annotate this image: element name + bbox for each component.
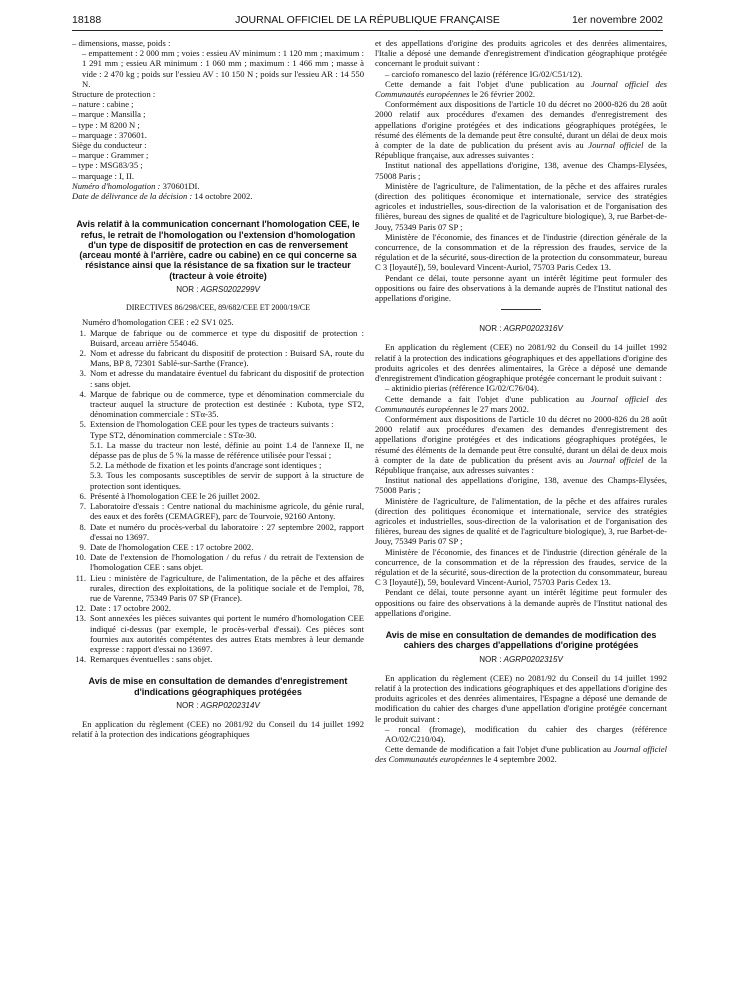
homologation-cee: Numéro d'homologation CEE : e2 SV1 025. (82, 317, 234, 328)
list-item: 9. Date de l'homologation CEE : 17 octobre 2002. (79, 541, 254, 552)
address: Institut national des appellations d'origine, 138, avenue des Champs-Elysées, 75008 Paris ; (375, 475, 667, 496)
delivery-date: Date de délivrance de la décision : 14 octobre 2002. (72, 191, 253, 202)
list-item: 11. Lieu : ministère de l'agriculture, de l'alimentation, de la pêche et des affaires rurales, direction des exploitations, de la politique sociale et de l'emploi, 78, rue de Varenne, 75349 Paris 07 SP (France). (75, 572, 364, 603)
paragraph: Cette demande a fait l'objet d'une publication au Journal officiel des Communautés européennes le 26 février 2002. (375, 78, 667, 100)
issue-date: 1er novembre 2002 (571, 14, 663, 26)
nor-reference: NOR : AGRP0202314V (176, 700, 260, 710)
right-column (375, 38, 667, 988)
section-title: Avis de mise en consultation de demandes d'enregistrement d'indications géographiques protégées (88, 676, 348, 697)
intro-line: Siège du conducteur : (72, 140, 147, 151)
paragraph: Cette demande de modification a fait l'objet d'une publication au Journal officiel des Communautés européennes le 4 septembre 2002. (375, 744, 667, 765)
header-rule (72, 30, 663, 31)
nor-reference: NOR : AGRP0202316V (479, 324, 563, 334)
intro-line: – marque : Mansilla ; (72, 109, 146, 120)
list-item: 10. Date de l'extension de l'homologation / du refus / du retrait de l'extension de l'homologation CEE : sans objet. (75, 552, 364, 573)
list-item: 3. Nom et adresse du mandataire éventuel du fabricant du dispositif de protection : sans objet. (79, 368, 364, 389)
intro-line: – type : MSG83/35 ; (72, 160, 143, 171)
list-item: 2. Nom et adresse du fabricant du dispositif de protection : Buisard SA, route du Mans, BP 8, 72301 Sablé-sur-Sarthe (France). (79, 348, 364, 369)
paragraph: En application du règlement (CEE) no 2081/92 du Conseil du 14 juillet 1992 relatif à la protection des indications géographiques et des appellations d'origine des produits agricoles et des denrées alimentaires, l'Espagne a déposé une demande de modification du cahier des charges d'une appellation d'origine protégée concernant le produit suivant : (375, 672, 667, 724)
address: Ministère de l'économie, des finances et de l'industrie (direction générale de la concurrence, de la consommation et de la répression des fraudes, service de la régulation et de la sécurité, sous-direction de la protection du consommateur, bureau C 3 [loyauté]), 59, boulevard Vincent-Auriol, 75703 Paris Cedex 13. (375, 546, 667, 588)
address: Ministère de l'agriculture, de l'alimentation, de la pêche et des affaires rurales (direction des politiques économique et internationale, service des stratégies agricoles et industrielles, sous-direction de la valorisation et de l'organisation des filières, bureau des signes de qualité et de l'agriculture biologique), 3, rue Barbet-de-Jouy, 75349 Paris 07 SP ; (375, 180, 667, 232)
section-title: Avis relatif à la communication concernant l'homologation CEE, le refus, le retrait de l'homologation ou l'extension d'homologation d'un type de dispositif de protection en cas de renversement (arceau monté à l'arrière, cadre ou cabine) en ce qui concerne sa résistance ainsi que la résistance de sa fixation sur le tracteur (tracteur à voie étroite) (76, 219, 360, 281)
paragraph: Conformément aux dispositions de l'article 10 du décret no 2000-826 du 28 août 2000 relatif aux procédures d'examen des demandes d'enregistrement des appellations d'origine protégées et des indications géographiques protégées, le résumé des éléments de la demande peut être consulté, durant un délai de deux mois à compter de la date de publication du présent avis au Journal officiel de la République française, aux adresses suivantes : (375, 413, 667, 475)
list-item: 14. Remarques éventuelles : sans objet. (75, 654, 213, 665)
intro-line: Structure de protection : (72, 89, 156, 100)
homologation-number: Numéro d'homologation : 370601DI. (72, 180, 200, 191)
journal-title: JOURNAL OFFICIEL DE LA RÉPUBLIQUE FRANÇAISE (235, 14, 500, 26)
nor-reference: NOR : AGRS0202299V (176, 285, 260, 295)
address: Ministère de l'économie, des finances et de l'industrie (direction générale de la concurrence, de la consommation et de la répression des fraudes, service de la régulation et de la sécurité, sous-direction de la protection du consommateur, bureau C 3 [loyauté]), 59, boulevard Vincent-Auriol, 75703 Paris Cedex 13. (375, 231, 667, 273)
paragraph: Cette demande a fait l'objet d'une publication au Journal officiel des Communautés européennes le 27 mars 2002. (375, 393, 667, 414)
sub-item: 5.2. La méthode de fixation et les points d'ancrage sont identiques ; (90, 460, 322, 471)
address: Institut national des appellations d'origine, 138, avenue des Champs-Elysées, 75008 Paris ; (375, 160, 667, 181)
list-item: 1. Marque de fabrique ou de commerce et type du dispositif de protection : Buisard, arceau arrière 554046. (79, 327, 364, 348)
intro-line: – type : M 8200 N ; (72, 119, 140, 130)
list-item: 5. Extension de l'homologation CEE pour les types de tracteurs suivants : (79, 419, 334, 430)
intro-line: – marquage : 370601. (72, 129, 147, 140)
list-item: 4. Marque de fabrique ou de commerce, type et dénomination commerciale du tracteur auquel la structure de protection est destinée : Kubota, type ST2, dénomination commerciale : STα-35. (79, 388, 364, 420)
page-number: 18188 (72, 14, 102, 26)
paragraph: En application du règlement (CEE) no 2081/92 du Conseil du 14 juillet 1992 relatif à la protection des indications géographiques (72, 719, 364, 740)
paragraph: Pendant ce délai, toute personne ayant un intérêt légitime peut formuler des oppositions ou faire des observations à la demande auprès de l'Institut national des appellations d'origine. (375, 587, 667, 618)
intro-line: – marque : Grammer ; (72, 150, 149, 161)
left-column (72, 38, 364, 988)
page-header (72, 14, 663, 28)
paragraph: Pendant ce délai, toute personne ayant un intérêt légitime peut formuler des oppositions ou faire des observations à la demande auprès de l'Institut national des appellations d'origine. (375, 272, 667, 304)
list-item: 7. Laboratoire d'essais : Centre national du machinisme agricole, du génie rural, des eaux et des forêts (CEMAGREF), parc de Tourvoie, 92160 Antony. (79, 501, 364, 522)
separator (501, 309, 541, 310)
list-item: 8. Date et numéro du procès-verbal du laboratoire : 27 septembre 2002, rapport d'essai no 13697. (79, 521, 364, 542)
list-item: 12. Date : 17 octobre 2002. (75, 603, 171, 614)
paragraph: et des appellations d'origine des produits agricoles et des denrées alimentaires, l'Italie a déposé une demande d'enregistrement d'indication géographique protégée concernant le produit suivant : (375, 38, 667, 69)
product-item: – carciofo romanesco del lazio (référence IG/02/C51/12). (385, 68, 583, 79)
paragraph: Conformément aux dispositions de l'article 10 du décret no 2000-826 du 28 août 2000 relatif aux procédures d'examen des demandes d'enregistrement des appellations d'origine protégées et des indications géographiques protégées, le résumé des éléments de la demande peut être consulté, durant un délai de deux mois à compter de la date de publication du présent avis au Journal officiel de la République française, aux adresses suivantes : (375, 99, 667, 161)
address: Ministère de l'agriculture, de l'alimentation, de la pêche et des affaires rurales (direction des politiques économique et internationale, service des stratégies agricoles et industrielles, sous-direction de la valorisation et de l'organisation des filières, bureau des signes de qualité et de l'agriculture biologique), 3, rue Barbet-de-Jouy, 75349 Paris 07 SP ; (375, 495, 667, 547)
intro-line: – dimensions, masse, poids : (72, 38, 171, 48)
product-item: – aktinidio pierias (référence IG/02/C76/04). (385, 383, 539, 394)
list-item: 6. Présenté à l'homologation CEE le 26 juillet 2002. (79, 490, 261, 501)
directives: DIRECTIVES 86/298/CEE, 89/682/CEE ET 2000/19/CE (125, 303, 311, 313)
paragraph: En application du règlement (CEE) no 2081/92 du Conseil du 14 juillet 1992 relatif à la protection des indications géographiques et des appellations d'origine des produits agricoles et des denrées alimentaires, la Grèce a déposé une demande d'enregistrement d'indication géographique protégée concernant le produit suivant : (375, 342, 667, 384)
sub-item: 5.3. Tous les composants susceptibles de servir de support à la structure de protection sont identiques. (90, 470, 364, 491)
sub-item: Type ST2, dénomination commerciale : STα-30. (90, 429, 257, 440)
section-title: Avis de mise en consultation de demandes de modification des cahiers des charges d'appellations d'origine protégées (385, 629, 657, 651)
intro-line: – nature : cabine ; (72, 99, 134, 110)
list-item: 13. Sont annexées les pièces suivantes qui portent le numéro d'homologation CEE indiqué ci-dessus (par exemple, le procès-verbal d'essai). Ces pièces sont fournies aux autorités compétentes des autres Etats membres à leur demande expresse : rapport d'essai no 13697. (75, 613, 364, 654)
intro-line: – empattement : 2 000 mm ; voies : essieu AV minimum : 1 120 mm ; maximum : 1 291 mm ; essieu AR minimum : 1 060 mm ; maximum : 1 466 mm ; masse à vide : 2 470 kg ; poids sur l'essieu AV : 10 150 N ; poids sur l'essieu AR : 14 550 N. (82, 48, 364, 89)
nor-reference: NOR : AGRP0202315V (479, 654, 563, 664)
sub-item: 5.1. La masse du tracteur non lesté, définie au point 1.4 de l'annexe II, ne dépasse pas de plus de 5 % la masse de référence utilisée pour l'essai ; (90, 439, 364, 461)
intro-line: – marquage : I, II. (72, 170, 135, 181)
product-item: – roncal (fromage), modification du cahier des charges (référence AO/02/C210/04). (385, 723, 667, 744)
